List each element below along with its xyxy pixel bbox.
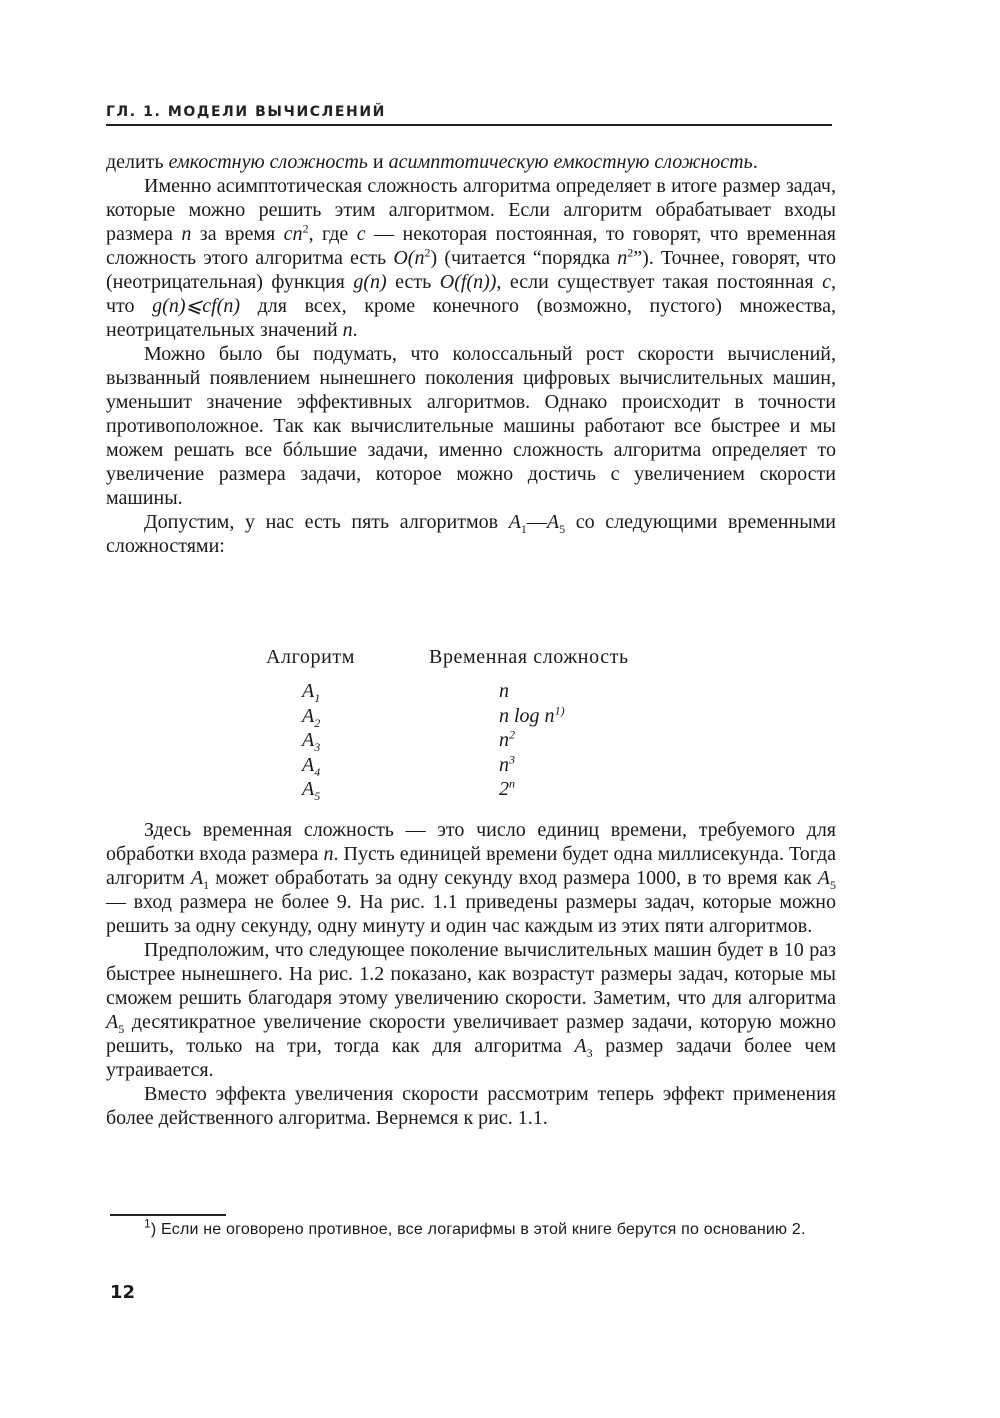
column-header-algorithm: Алгоритм [266, 646, 356, 668]
text: , если существует такая постоянная [496, 271, 823, 293]
paragraph-time-unit [106, 818, 836, 938]
table-row [266, 753, 686, 778]
text: делить [106, 151, 169, 173]
body-text-bottom [106, 818, 836, 1130]
math-A: A [302, 704, 315, 727]
footnote [106, 1216, 836, 1241]
complexity-cell [499, 704, 565, 729]
paragraph-better-algorithm: Вместо эффекта увеличения скорости рассмотрим теперь эффект применения более действенного алгоритма. Вернемся к рис. 1.1. [106, 1083, 836, 1129]
math-subscript: 5 [830, 878, 836, 892]
table-header [266, 645, 686, 669]
math-A: A [546, 511, 560, 533]
text: . Пусть единицей времени будет одна миллисекунда. Тогда алгоритм [106, 843, 836, 889]
algorithm-cell [266, 753, 499, 778]
paragraph-faster-machines [106, 938, 836, 1082]
math-exponent: 2 [302, 221, 309, 236]
text: Допустим, у нас есть пять алгоритмов [144, 511, 509, 533]
math-A: A [302, 753, 315, 776]
math-subscript: 3 [586, 1046, 593, 1060]
math-A: A [302, 729, 315, 751]
math-inequality: g(n)⩽cf(n) [152, 295, 240, 317]
text: Здесь временная сложность — это число единиц времени, требуемого для обработки входа размера [106, 819, 836, 865]
math-n: n [617, 247, 628, 269]
page-number: 12 [110, 1282, 136, 1303]
text: Именно асимптотическая сложность алгоритма определяет в итоге размер задач, которые можно решить этим алгоритмом. Если алгоритм обрабатывает входы размера [106, 175, 836, 245]
math-superscript: 2 [509, 727, 515, 742]
algorithm-cell [266, 777, 499, 802]
body-text-top [106, 150, 836, 558]
text: может обработать за одну секунду вход размера 1000, в то время как [209, 867, 818, 889]
math-n: n [342, 319, 353, 341]
footnote-mark: 1 [144, 1216, 151, 1231]
text: — [526, 511, 547, 533]
paragraph-asymptotic-complexity [106, 174, 836, 342]
table-row [266, 704, 686, 729]
text: и [367, 151, 389, 173]
text: со следующими временными сложностями: [106, 511, 837, 557]
text: размер задачи более чем утраивается. [106, 1035, 836, 1081]
math-exponent: 2 [627, 245, 634, 260]
math-subscript: 1 [203, 878, 210, 892]
algorithm-cell [266, 728, 499, 753]
text: ) Если не оговорено противное, все логарифмы в этой книге берутся по основанию 2. [150, 1221, 806, 1238]
math-A: A [106, 1011, 119, 1033]
text: есть [386, 271, 440, 293]
complexity-cell [499, 679, 509, 704]
math-A: A [302, 778, 315, 800]
complexity-cell [499, 777, 515, 802]
algorithm-cell [266, 704, 499, 729]
text: ) (читается “порядка [430, 247, 618, 269]
complexity-cell [499, 753, 515, 778]
math-gn: g(n) [353, 271, 387, 293]
math-A: A [302, 680, 315, 702]
text: . [752, 151, 758, 173]
math-subscript: 5 [559, 522, 566, 536]
text: n [499, 680, 509, 702]
math-A: A [190, 867, 204, 889]
math-cn: cn [283, 223, 303, 245]
paragraph-speed-growth: Можно было бы подумать, что колоссальный рост скорости вычислений, вызванный появлением нынешнего поколения цифровых вычислительных машин, уменьшит значение эффективных алгоритмов. Однако происходит в точности противоположное. Так как вычислительные машины работают все быстрее и мы можем решать все бóльшие задачи, именно сложность алгоритма определяет то увеличение размера задачи, которое можно достичь с увеличением скорости машины. [106, 343, 836, 509]
text: десятикратное увеличение скорости увеличивает размер задачи, которую можно решить, только на три, тогда как для алгоритма [106, 1011, 836, 1057]
text: , где [308, 223, 357, 245]
running-head: ГЛ. 1. МОДЕЛИ ВЫЧИСЛЕНИЙ [106, 104, 832, 126]
text: — вход размера не более 9. На рис. 1.1 приведены размеры задач, которые можно решить за одну секунду, одну минуту и один час каждым из этих пяти алгоритмов. [106, 891, 836, 937]
math-c: c [822, 271, 831, 293]
algorithm-cell [266, 679, 499, 704]
footnote-divider [110, 1214, 226, 1216]
math-A: A [508, 511, 521, 533]
text: . [352, 319, 358, 341]
math-superscript: n [509, 776, 515, 791]
text: — некоторая постоянная, то говорят, что временная сложность этого алгоритма есть [106, 223, 837, 269]
text: n log n [499, 704, 555, 727]
text: за время [191, 223, 284, 245]
math-subscript: 4 [314, 764, 321, 779]
paragraph-five-algorithms [106, 510, 836, 558]
footnote-text [106, 1216, 836, 1241]
footnote-ref: 1) [554, 702, 565, 717]
math-exponent: 2 [424, 245, 431, 260]
text: , что [106, 271, 836, 317]
math-c: c [356, 223, 366, 245]
text: ”). Точнее, говорят, что (неотрицательная) функция [106, 247, 836, 293]
table-row [266, 679, 686, 704]
text: n [499, 729, 509, 751]
math-n: n [181, 223, 192, 245]
math-A: A [574, 1035, 587, 1057]
text: n [499, 753, 509, 776]
math-n: n [323, 843, 334, 865]
text: Предположим, что следующее поколение вычислительных машин будет в 10 раз быстрее нынешнего. На рис. 1.2 показано, как возрастут размеры задач, которые мы сможем решить благодаря этому увеличению скорости. Заметим, что для алгоритма [106, 939, 836, 1009]
complexity-table [266, 645, 686, 802]
table-row [266, 777, 686, 802]
intro-paragraph [106, 150, 836, 174]
term-capacity-complexity: емкостную сложность [168, 151, 368, 173]
math-subscript: 5 [314, 789, 321, 803]
math-A: A [817, 867, 830, 889]
math-subscript: 1 [314, 691, 321, 705]
text: 2 [499, 778, 509, 800]
math-big-o-fn: O(f(n)) [439, 271, 497, 293]
term-asymptotic-capacity-complexity: асимптотическую емкостную сложность [388, 151, 753, 173]
table-row [266, 728, 686, 753]
math-big-o: O(n [393, 247, 425, 269]
math-subscript: 2 [314, 715, 321, 730]
text: для всех, кроме конечного (возможно, пустого) множества, неотрицательных значений [106, 295, 836, 341]
math-superscript: 3 [509, 751, 515, 766]
column-header-complexity: Временная сложность [429, 646, 629, 668]
math-subscript: 1 [520, 522, 527, 536]
math-subscript: 5 [118, 1022, 125, 1036]
complexity-cell [499, 728, 515, 753]
math-subscript: 3 [314, 740, 321, 754]
